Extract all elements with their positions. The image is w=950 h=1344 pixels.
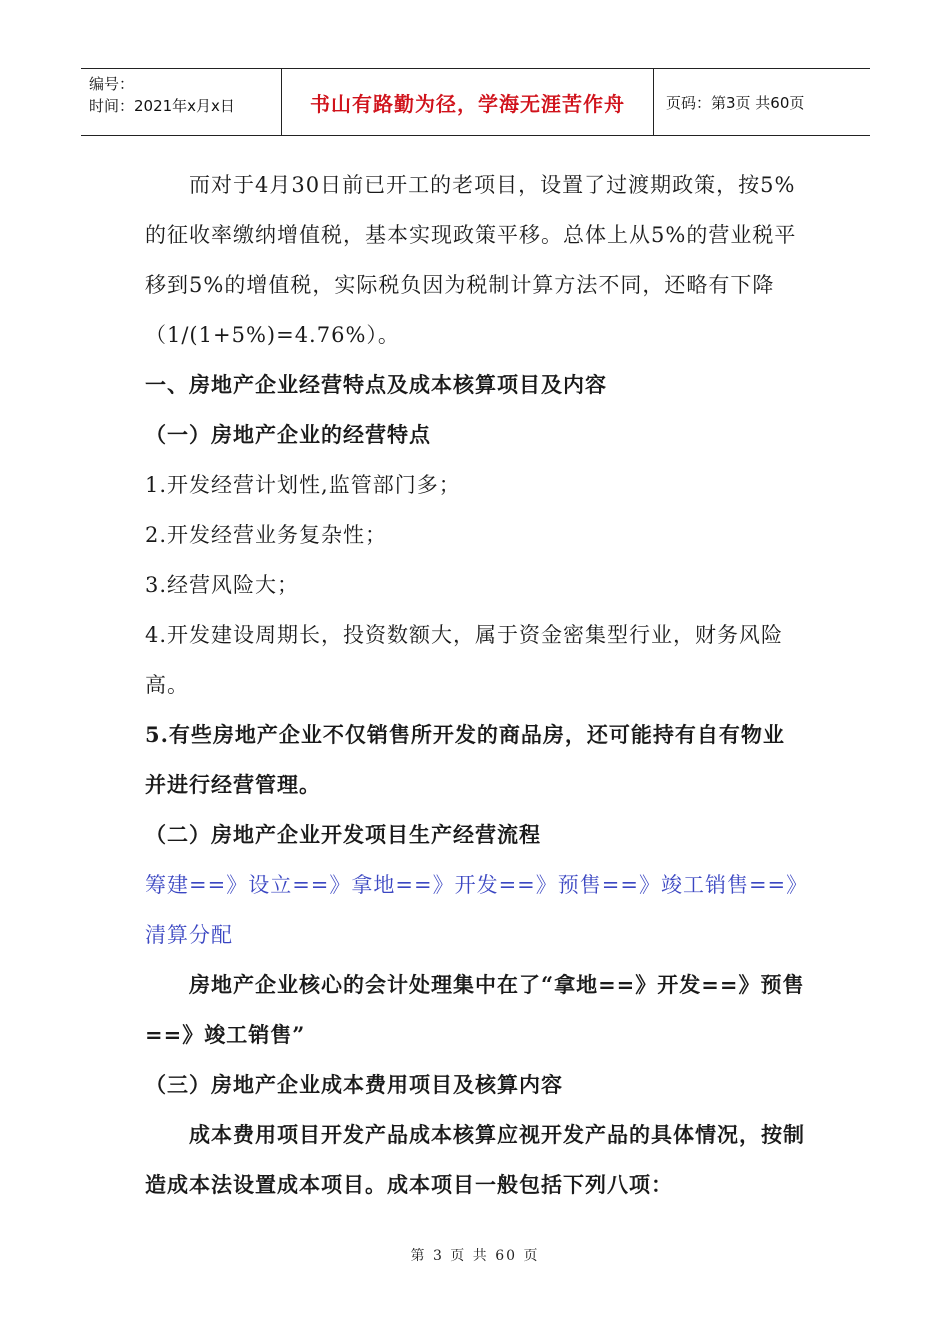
list-item: 4.开发建设周期长，投资数额大，属于资金密集型行业，财务风险高。 bbox=[145, 623, 784, 697]
paragraph-transition-policy: 而对于4月30日前已开工的老项目，设置了过渡期政策，按5%的征收率缴纳增值税，基本实现政策平移。总体上从5%的营业税平移到5%的增值税，实际税负因为税制计算方法不同，还略有下降（1/(1+5%)=4.76%）。 bbox=[145, 173, 797, 347]
paragraph-cost-items: 成本费用项目开发产品成本核算应视开发产品的具体情况，按制造成本法设置成本项目。成本项目一般包括下列八项： bbox=[145, 1122, 805, 1197]
document-number-label: 编号： bbox=[89, 75, 135, 93]
list-item: 1.开发经营计划性,监管部门多； bbox=[145, 473, 461, 497]
list-item: 5.有些房地产企业不仅销售所开发的商品房，还可能持有自有物业并进行经营管理。 bbox=[145, 722, 785, 797]
header-page-info: 页码：第3页 共60页 bbox=[666, 93, 805, 112]
subsection-heading-2: （二）房地产企业开发项目生产经营流程 bbox=[145, 822, 541, 847]
subsection-heading-3: （三）房地产企业成本费用项目及核算内容 bbox=[145, 1072, 563, 1097]
page-footer: 第 3 页 共 60 页 bbox=[410, 1248, 540, 1264]
document-body bbox=[145, 160, 805, 1210]
list-item: 3.经营风险大； bbox=[145, 573, 300, 597]
header-meta bbox=[81, 69, 282, 135]
subsection-heading-1: （一）房地产企业的经营特点 bbox=[145, 422, 431, 447]
document-time-label: 时间：2021年x月x日 bbox=[89, 97, 235, 115]
paragraph-core-accounting: 房地产企业核心的会计处理集中在了“拿地==》开发==》预售==》竣工销售” bbox=[145, 972, 805, 1047]
list-item: 2.开发经营业务复杂性； bbox=[145, 523, 388, 547]
header-motto: 书山有路勤为径，学海无涯苦作舟 bbox=[282, 69, 654, 135]
page-header bbox=[81, 68, 870, 136]
section-heading-1: 一、房地产企业经营特点及成本核算项目及内容 bbox=[145, 372, 607, 397]
process-flow: 筹建==》设立==》拿地==》开发==》预售==》竣工销售==》清算分配 bbox=[145, 873, 798, 947]
